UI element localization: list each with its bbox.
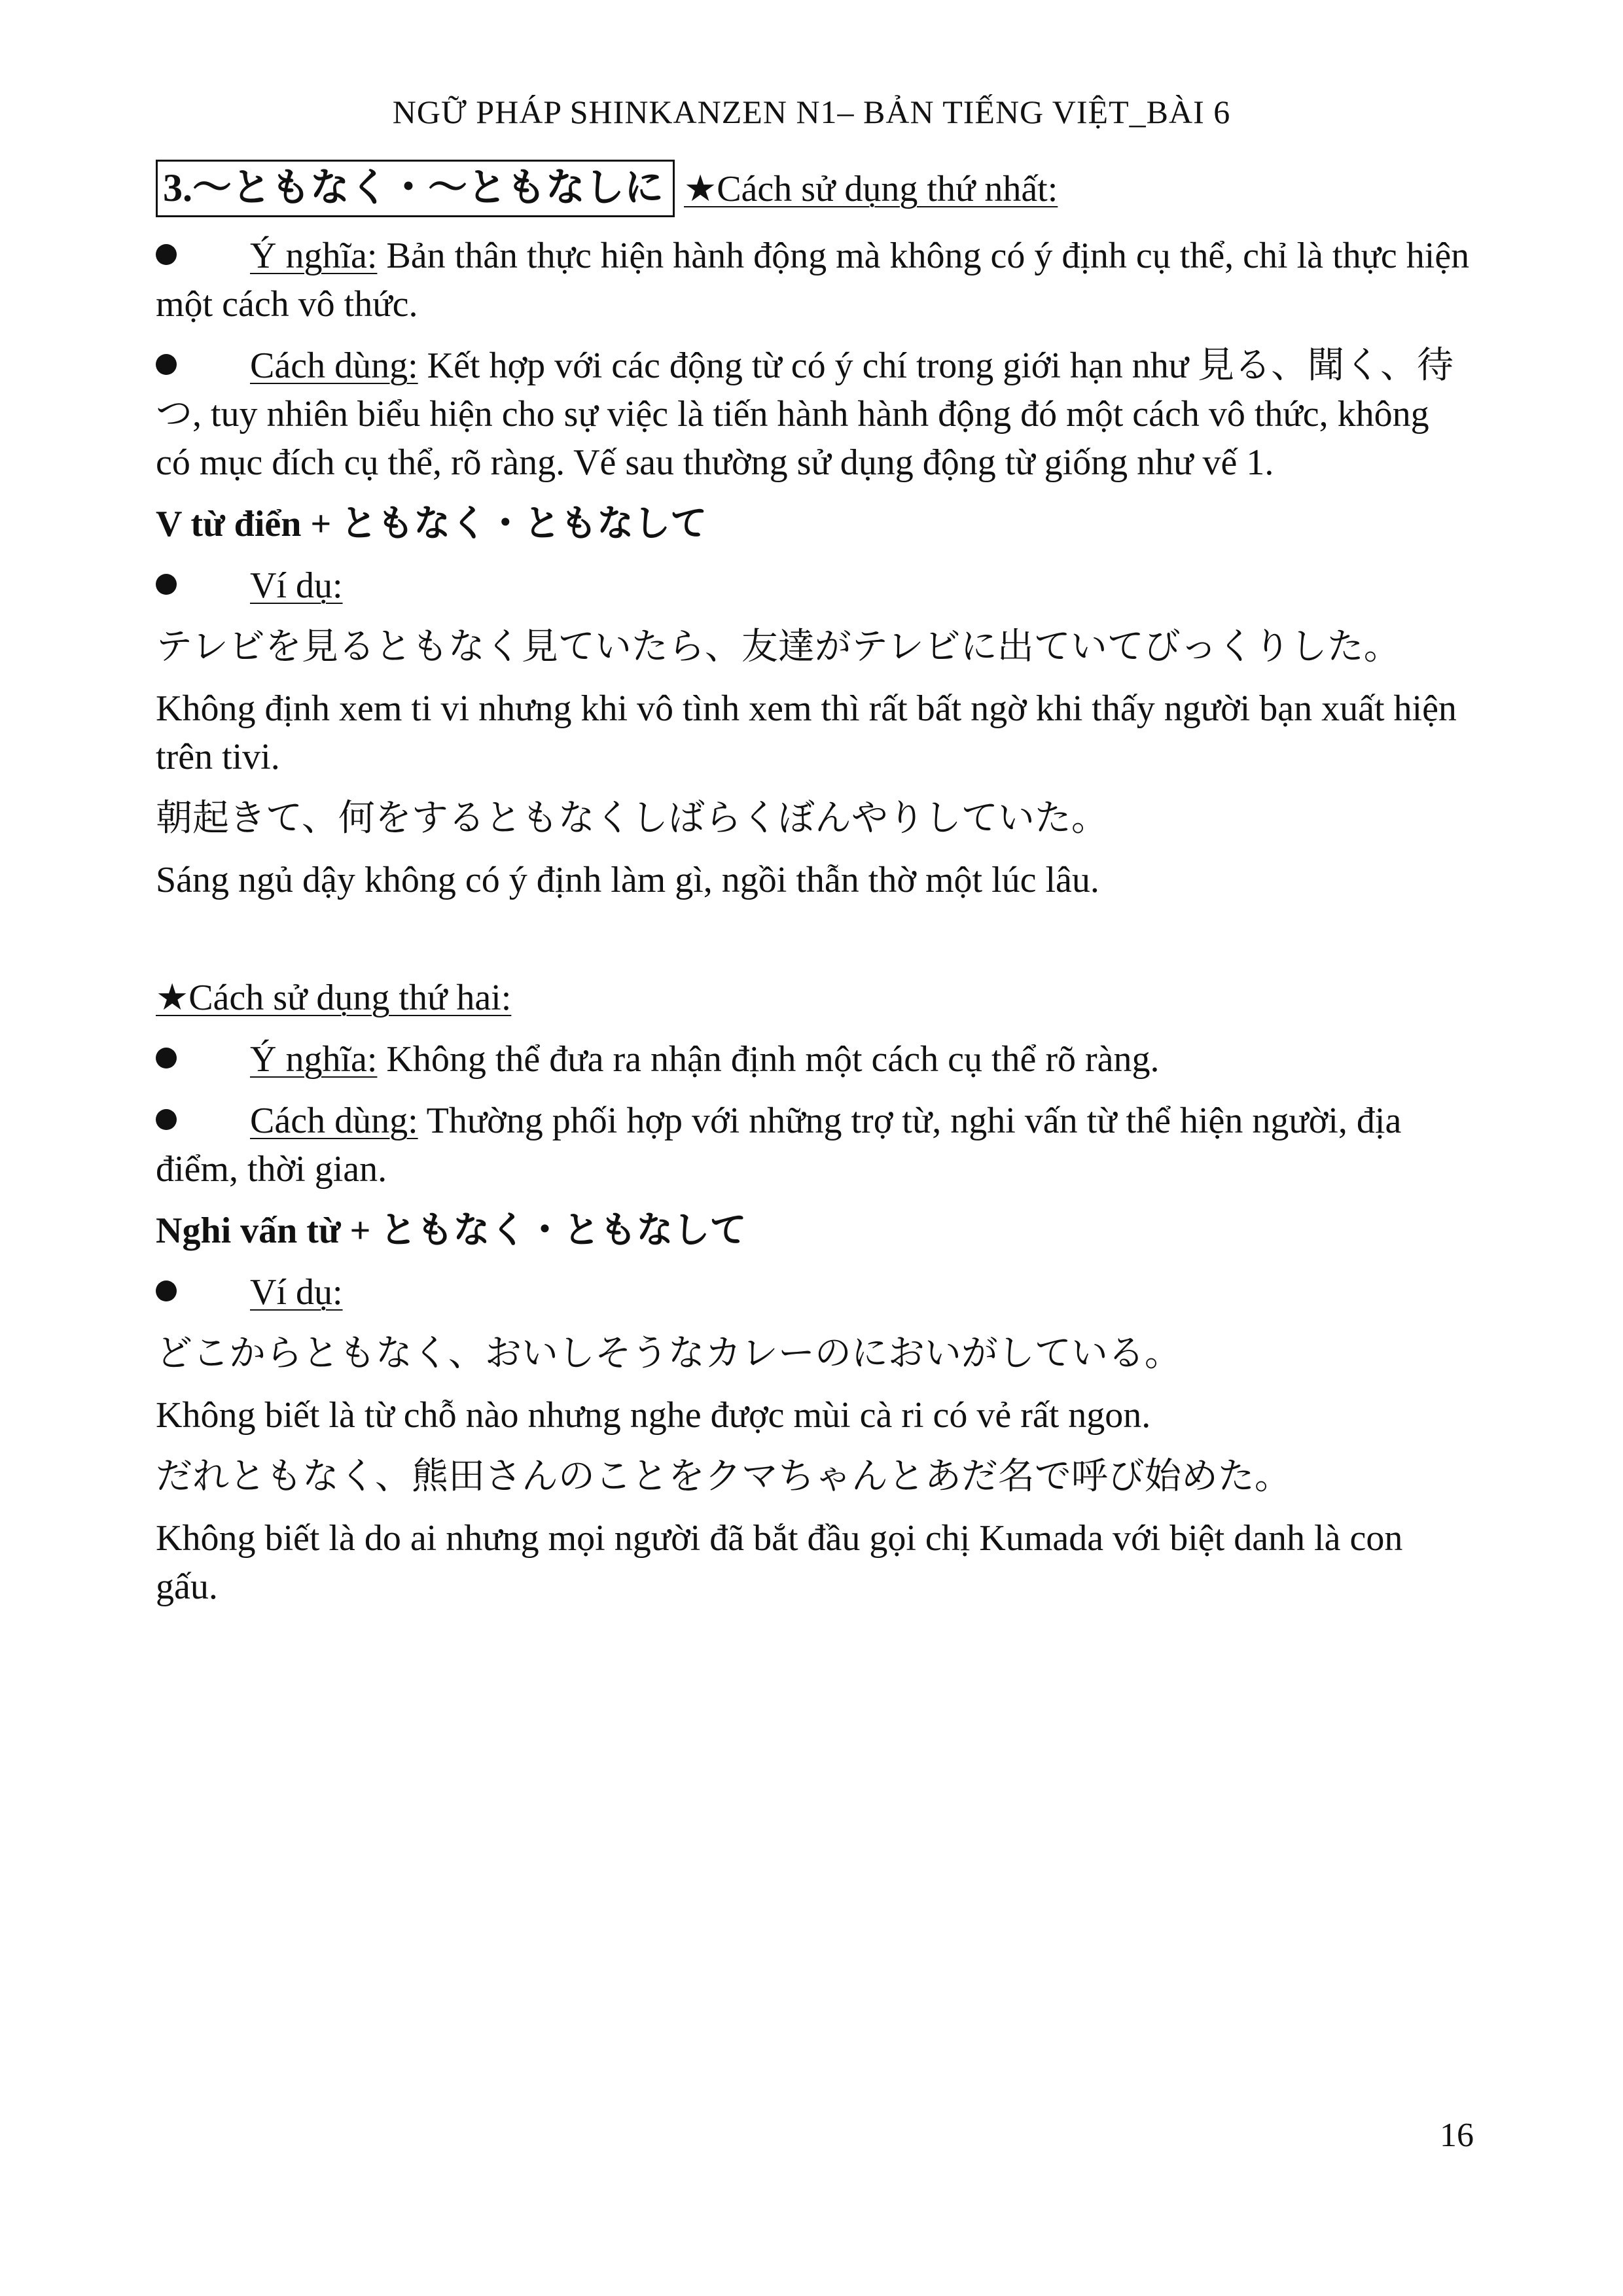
usage-label: Cách dùng:	[250, 1101, 418, 1141]
usage1-formula: V từ điển + ともなく・ともなして	[156, 504, 707, 544]
usage1-heading: ★Cách sử dụng thứ nhất:	[684, 169, 1058, 209]
bullet-icon	[156, 354, 177, 375]
section-title: 3.～ともなく・～ともなしに	[156, 160, 675, 217]
usage2-example2-jp: だれともなく、熊田さんのことをクマちゃんとあだ名で呼び始めた。	[156, 1457, 1291, 1497]
meaning-label: Ý nghĩa:	[250, 1039, 378, 1080]
usage-text: Thường phối hợp với những trợ từ, nghi vấn từ thể hiện người, địa điểm, thời gian.	[156, 1101, 1402, 1190]
meaning-text: Không thể đưa ra nhận định một cách cụ thể rõ ràng.	[377, 1039, 1160, 1080]
usage2-example1-jp: どこからともなく、おいしそうなカレーのにおいがしている。	[156, 1333, 1181, 1374]
usage2-example-label	[156, 1268, 1471, 1316]
bullet-icon	[156, 1280, 177, 1301]
meaning-label: Ý nghĩa:	[250, 236, 378, 276]
usage2-example1-vi: Không biết là từ chỗ nào nhưng nghe được mùi cà ri có vẻ rất ngon.	[156, 1395, 1151, 1436]
usage1-usage	[156, 342, 1471, 487]
page-content	[156, 160, 1471, 1624]
usage2-heading: ★Cách sử dụng thứ hai:	[156, 978, 512, 1018]
example-label: Ví dụ:	[250, 565, 343, 606]
bullet-icon	[156, 244, 177, 265]
usage-text: Kết hợp với các động từ có ý chí trong giới hạn như 見る、聞く、待つ, tuy nhiên biểu hiện cho sự việc là tiến hành hành động đó một cách vô thức, không có mục đích cụ thể, rõ ràng. Vế sau thường sử dụng động từ giống như vế 1.	[156, 345, 1454, 483]
meaning-text: Bản thân thực hiện hành động mà không có ý định cụ thể, chỉ là thực hiện một cách vô thức.	[156, 236, 1470, 325]
bullet-icon	[156, 1109, 177, 1130]
bullet-icon	[156, 574, 177, 595]
page-header: NGỮ PHÁP SHINKANZEN N1– BẢN TIẾNG VIỆT_BÀI 6	[392, 94, 1231, 130]
usage2-meaning	[156, 1035, 1471, 1084]
usage2-formula: Nghi vấn từ + ともなく・ともなして	[156, 1210, 747, 1251]
usage1-meaning	[156, 232, 1471, 328]
bullet-icon	[156, 1048, 177, 1069]
usage1-example1-jp: テレビを見るともなく見ていたら、友達がテレビに出ていてびっくりした。	[156, 627, 1400, 667]
usage-label: Cách dùng:	[250, 345, 418, 386]
example-label: Ví dụ:	[250, 1272, 343, 1313]
usage1-example-label	[156, 561, 1471, 610]
usage2-example2-vi: Không biết là do ai nhưng mọi người đã bắt đầu gọi chị Kumada với biệt danh là con gấu.	[156, 1518, 1403, 1607]
usage1-example2-jp: 朝起きて、何をするともなくしばらくぼんやりしていた。	[156, 798, 1108, 839]
page-number: 16	[1440, 2117, 1474, 2154]
usage2-usage	[156, 1097, 1471, 1193]
usage1-example1-vi: Không định xem ti vi nhưng khi vô tình xem thì rất bất ngờ khi thấy người bạn xuất hiện trên tivi.	[156, 688, 1457, 777]
section-gap	[156, 917, 1471, 974]
usage1-example2-vi: Sáng ngủ dậy không có ý định làm gì, ngồi thẫn thờ một lúc lâu.	[156, 860, 1099, 900]
